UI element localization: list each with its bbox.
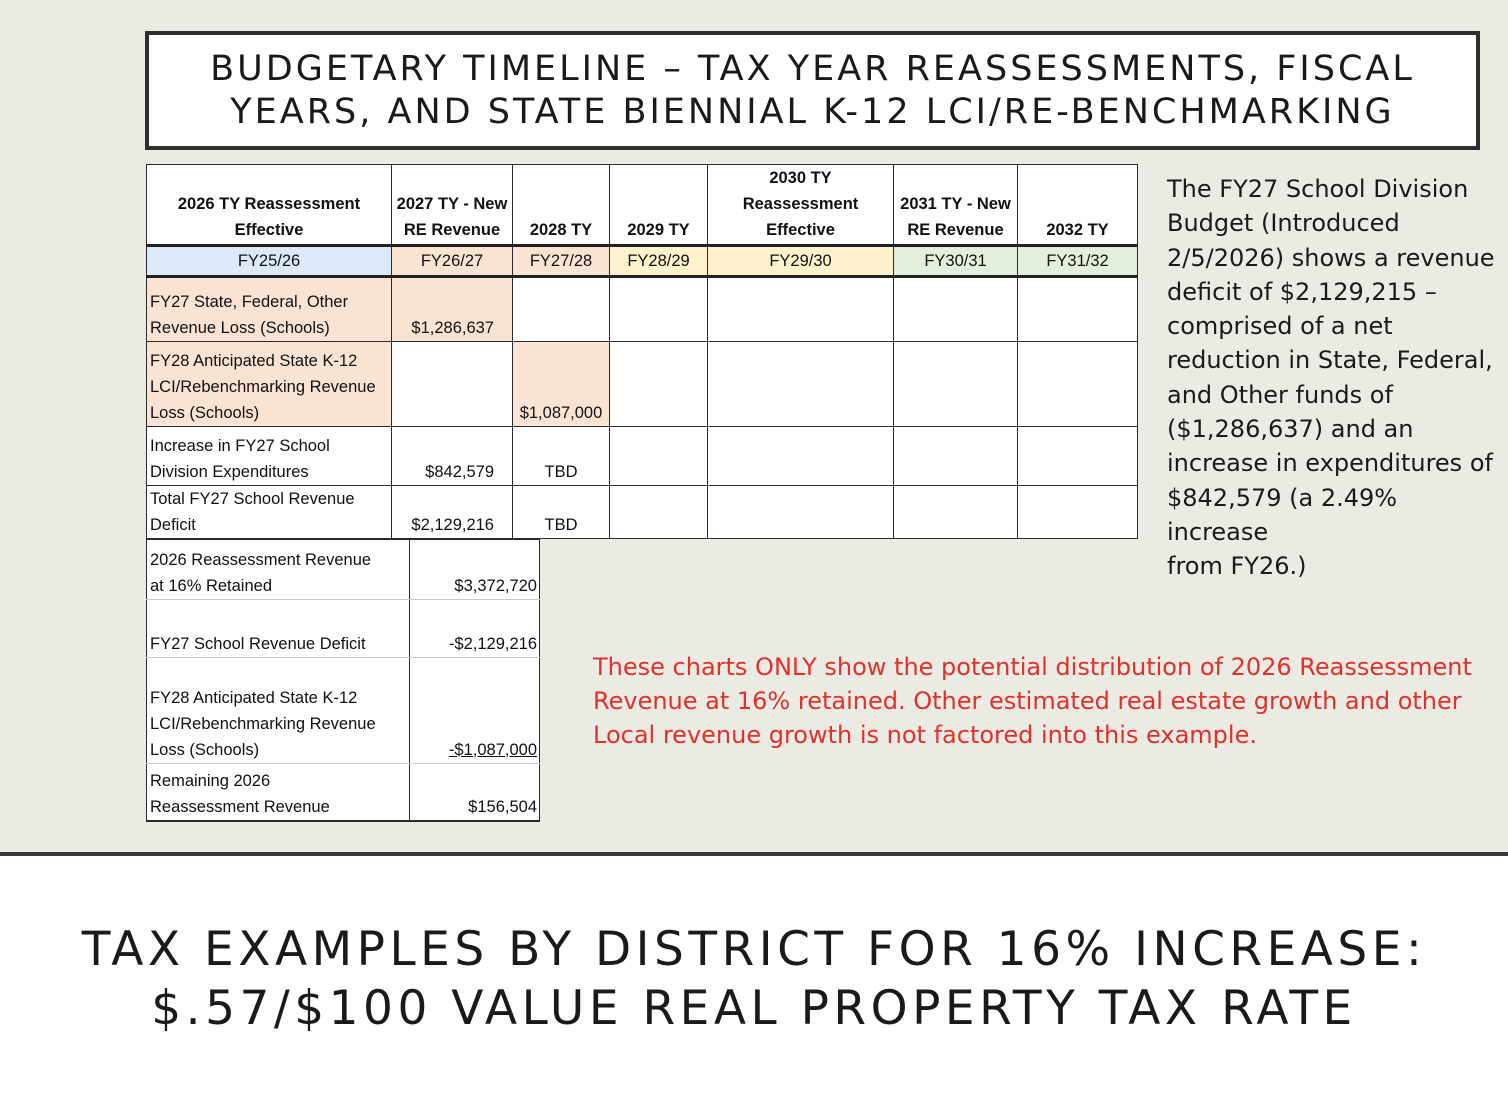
budget-timeline-table: [146, 164, 1138, 539]
cell-fy27-28: $1,087,000: [513, 342, 610, 427]
text-line: from FY26.): [1167, 552, 1307, 581]
empty-cell: [894, 486, 1018, 539]
slide-divider: [0, 852, 1508, 856]
empty-cell: [894, 427, 1018, 486]
table-row: [147, 539, 540, 599]
cell-fy27-28: TBD: [513, 427, 610, 486]
text-line: Revenue at 16% retained. Other estimated real estate growth and other: [593, 687, 1462, 715]
cell-fy26-27: [392, 342, 513, 427]
table-row: [147, 763, 540, 821]
header-2029-ty: 2029 TY: [610, 165, 708, 246]
table-row: [147, 277, 1138, 342]
empty-cell: [610, 427, 708, 486]
text-line: and Other funds of: [1167, 380, 1393, 409]
next-slide-title-line-2: $.57/$100 VALUE REAL PROPERTY TAX RATE: [151, 981, 1357, 1036]
reassessment-revenue-table: [146, 538, 540, 822]
fiscal-year-cell: FY25/26: [147, 246, 392, 277]
row-value: -$1,087,000: [410, 657, 540, 763]
text-line: The FY27 School Division: [1167, 175, 1469, 203]
fiscal-year-row: [147, 246, 1138, 277]
empty-cell: [610, 277, 708, 342]
empty-cell: [1018, 427, 1138, 486]
fiscal-year-cell: FY31/32: [1018, 246, 1138, 277]
red-disclaimer-note: [593, 650, 1493, 752]
header-2031-ty: 2031 TY - New RE Revenue: [894, 165, 1018, 246]
row-label: FY27 School Revenue Deficit: [147, 599, 410, 657]
text-line: 2/5/2026) shows a revenue: [1167, 243, 1495, 272]
header-2028-ty: 2028 TY: [513, 165, 610, 246]
header-2027-ty: 2027 TY - New RE Revenue: [392, 165, 513, 246]
row-label: Increase in FY27 School Division Expenditures: [147, 427, 392, 486]
empty-cell: [1018, 277, 1138, 342]
empty-cell: [1018, 342, 1138, 427]
text-line: comprised of a net: [1167, 312, 1393, 341]
empty-cell: [610, 342, 708, 427]
slide-title-box: [145, 31, 1480, 150]
empty-cell: [894, 277, 1018, 342]
table-row: [147, 342, 1138, 427]
next-slide-title-line-1: TAX EXAMPLES BY DISTRICT FOR 16% INCREASE:: [81, 922, 1427, 977]
slide-title-line-1: BUDGETARY TIMELINE – TAX YEAR REASSESSMENTS, FISCAL: [210, 48, 1415, 89]
deficit-explanation-text: [1167, 172, 1497, 584]
empty-cell: [708, 427, 894, 486]
cell-fy26-27: $842,579: [392, 427, 513, 486]
row-label: 2026 Reassessment Revenue at 16% Retained: [147, 539, 410, 599]
timeline-header-row: [147, 165, 1138, 246]
text-line: deficit of $2,129,215 –: [1167, 277, 1437, 306]
cell-fy27-28: [513, 277, 610, 342]
row-value: $156,504: [410, 763, 540, 821]
empty-cell: [708, 277, 894, 342]
fiscal-year-cell: FY30/31: [894, 246, 1018, 277]
row-label: FY27 State, Federal, Other Revenue Loss (Schools): [147, 277, 392, 342]
table-row: [147, 599, 540, 657]
cell-fy26-27: $2,129,216: [392, 486, 513, 539]
table-row: [147, 657, 540, 763]
text-line: Local revenue growth is not factored into this example.: [593, 721, 1257, 749]
header-2030-ty: 2030 TY Reassessment Effective: [708, 165, 894, 246]
header-2032-ty: 2032 TY: [1018, 165, 1138, 246]
fiscal-year-cell: FY26/27: [392, 246, 513, 277]
table-row: [147, 486, 1138, 539]
row-label: Remaining 2026 Reassessment Revenue: [147, 763, 410, 821]
text-line: $842,579 (a 2.49% increase: [1167, 483, 1398, 546]
text-line: reduction in State, Federal,: [1167, 346, 1493, 375]
empty-cell: [708, 342, 894, 427]
cell-fy26-27: $1,286,637: [392, 277, 513, 342]
cell-fy27-28: TBD: [513, 486, 610, 539]
fiscal-year-cell: FY27/28: [513, 246, 610, 277]
slide-title-line-2: YEARS, AND STATE BIENNIAL K-12 LCI/RE-BENCHMARKING: [230, 91, 1395, 132]
row-label: FY28 Anticipated State K-12 LCI/Rebenchmarking Revenue Loss (Schools): [147, 342, 392, 427]
empty-cell: [708, 486, 894, 539]
text-line: ($1,286,637) and an: [1167, 415, 1414, 444]
next-slide-title: [0, 920, 1508, 1038]
row-value: -$2,129,216: [410, 599, 540, 657]
row-value: $3,372,720: [410, 539, 540, 599]
empty-cell: [894, 342, 1018, 427]
empty-cell: [610, 486, 708, 539]
text-line: These charts ONLY show the potential distribution of 2026 Reassessment: [593, 653, 1472, 681]
row-label: FY28 Anticipated State K-12 LCI/Rebenchmarking Revenue Loss (Schools): [147, 657, 410, 763]
empty-cell: [1018, 486, 1138, 539]
fiscal-year-cell: FY29/30: [708, 246, 894, 277]
text-line: increase in expenditures of: [1167, 449, 1493, 478]
row-label: Total FY27 School Revenue Deficit: [147, 486, 392, 539]
fiscal-year-cell: FY28/29: [610, 246, 708, 277]
text-line: Budget (Introduced: [1167, 209, 1400, 238]
header-2026-ty: 2026 TY Reassessment Effective: [147, 165, 392, 246]
table-row: [147, 427, 1138, 486]
